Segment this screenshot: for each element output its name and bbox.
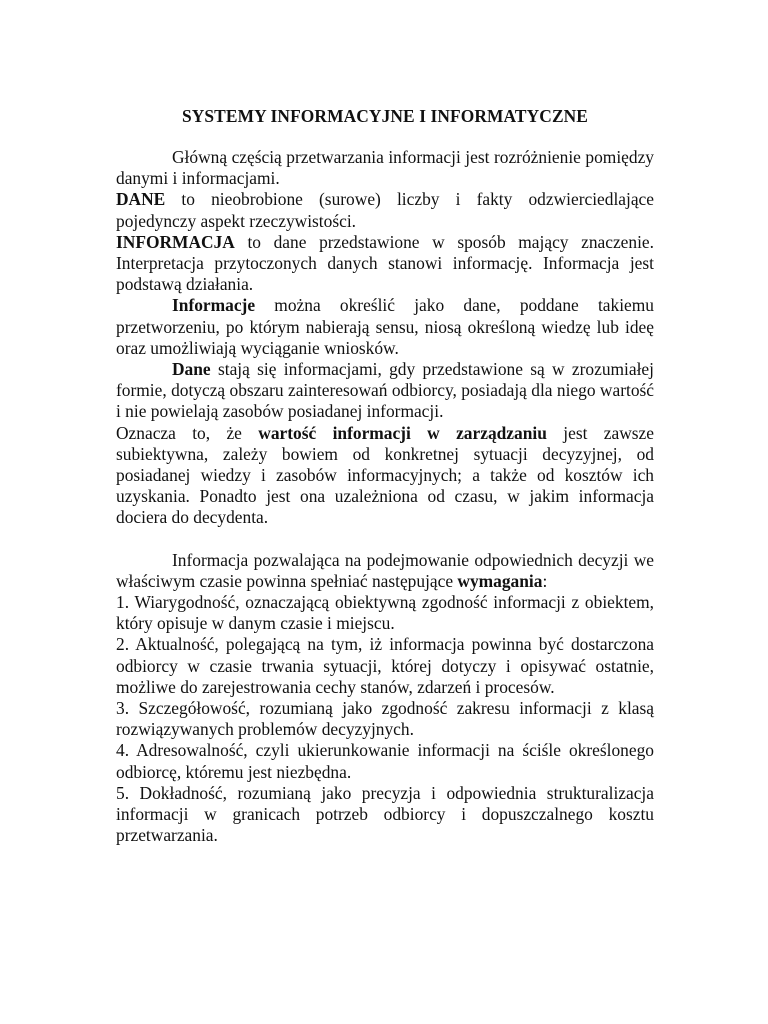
paragraph-wymagania — [116, 550, 654, 592]
paragraph-wymagania-text: Informacja pozwalająca na podejmowanie odpowiednich decyzji we właściwym czasie powinna spełniać następujące — [116, 549, 654, 591]
list-item: 5. Dokładność, rozumianą jako precyzja i odpowiednia strukturalizacja informacji w granicach potrzeb odbiorcy i dopuszczalnego kosztu przetwarzania. — [116, 782, 654, 846]
paragraph-wartosc-pre: Oznacza to, że — [116, 422, 259, 443]
term-dane-2: Dane — [172, 359, 211, 380]
list-item: 3. Szczegółowość, rozumianą jako zgodność zakresu informacji z klasą rozwiązywanych problemów decyzyjnych. — [116, 698, 654, 740]
paragraph-dane-2-text: stają się informacjami, gdy przedstawione są w zrozumiałej formie, dotyczą obszaru zainteresowań odbiorcy, posiadają dla niego wartość i nie powielają zasobów posiadanej informacji. — [116, 359, 654, 422]
list-item: 1. Wiarygodność, oznaczającą obiektywną zgodność informacji z obiektem, który opisuje w danym czasie i miejscu. — [116, 592, 654, 634]
document-body — [116, 147, 654, 847]
paragraph-wartosc — [116, 423, 654, 529]
document-title: SYSTEMY INFORMACYJNE I INFORMATYCZNE — [181, 106, 588, 126]
paragraph-dane — [116, 189, 654, 231]
paragraph-wymagania-colon: : — [542, 570, 548, 591]
term-wartosc: wartość informacji w zarządzaniu — [258, 422, 547, 443]
paragraph-dane-text: to nieobrobione (surowe) liczby i fakty odzwierciedlające pojedynczy aspekt rzeczywistości. — [116, 189, 654, 231]
paragraph-intro: Główną częścią przetwarzania informacji jest rozróżnienie pomiędzy danymi i informacjami. — [116, 147, 654, 189]
paragraph-dane-2 — [116, 359, 654, 423]
paragraph-informacje-text: można określić jako dane, poddane takiemu przetworzeniu, po którym nabierają sensu, niosą określoną wiedzę lub ideę oraz umożliwiają wyciąganie wniosków. — [116, 295, 654, 358]
paragraph-informacja — [116, 232, 654, 296]
paragraph-wartosc-text: jest zawsze subiektywna, zależy bowiem od konkretnej sytuacji decyzyjnej, od posiadanej wiedzy i zasobów informacyjnych; a także od kosztów ich uzyskania. Ponadto jest ona uzależniona od czasu, w jakim informacja dociera do decydenta. — [116, 422, 654, 528]
term-wymagania: wymagania — [457, 570, 543, 591]
term-informacje: Informacje — [172, 295, 256, 316]
list-item: 2. Aktualność, polegającą na tym, iż informacja powinna być dostarczona odbiorcy w czasie trwania sytuacji, której dotyczy i opisywać ostatnie, możliwe do zarejestrowania cechy stanów, zdarzeń i procesów. — [116, 634, 654, 697]
term-dane: DANE — [116, 189, 166, 210]
paragraph-informacja-text: to dane przedstawione w sposób mający znaczenie. Interpretacja przytoczonych danych stanowi informację. Informacja jest podstawą działania. — [116, 231, 654, 295]
paragraph-gap — [116, 529, 654, 550]
term-informacja: INFORMACJA — [116, 231, 235, 252]
paragraph-informacje — [116, 295, 654, 359]
list-item: 4. Adresowalność, czyli ukierunkowanie informacji na ściśle określonego odbiorcę, któremu jest niezbędna. — [116, 740, 654, 782]
